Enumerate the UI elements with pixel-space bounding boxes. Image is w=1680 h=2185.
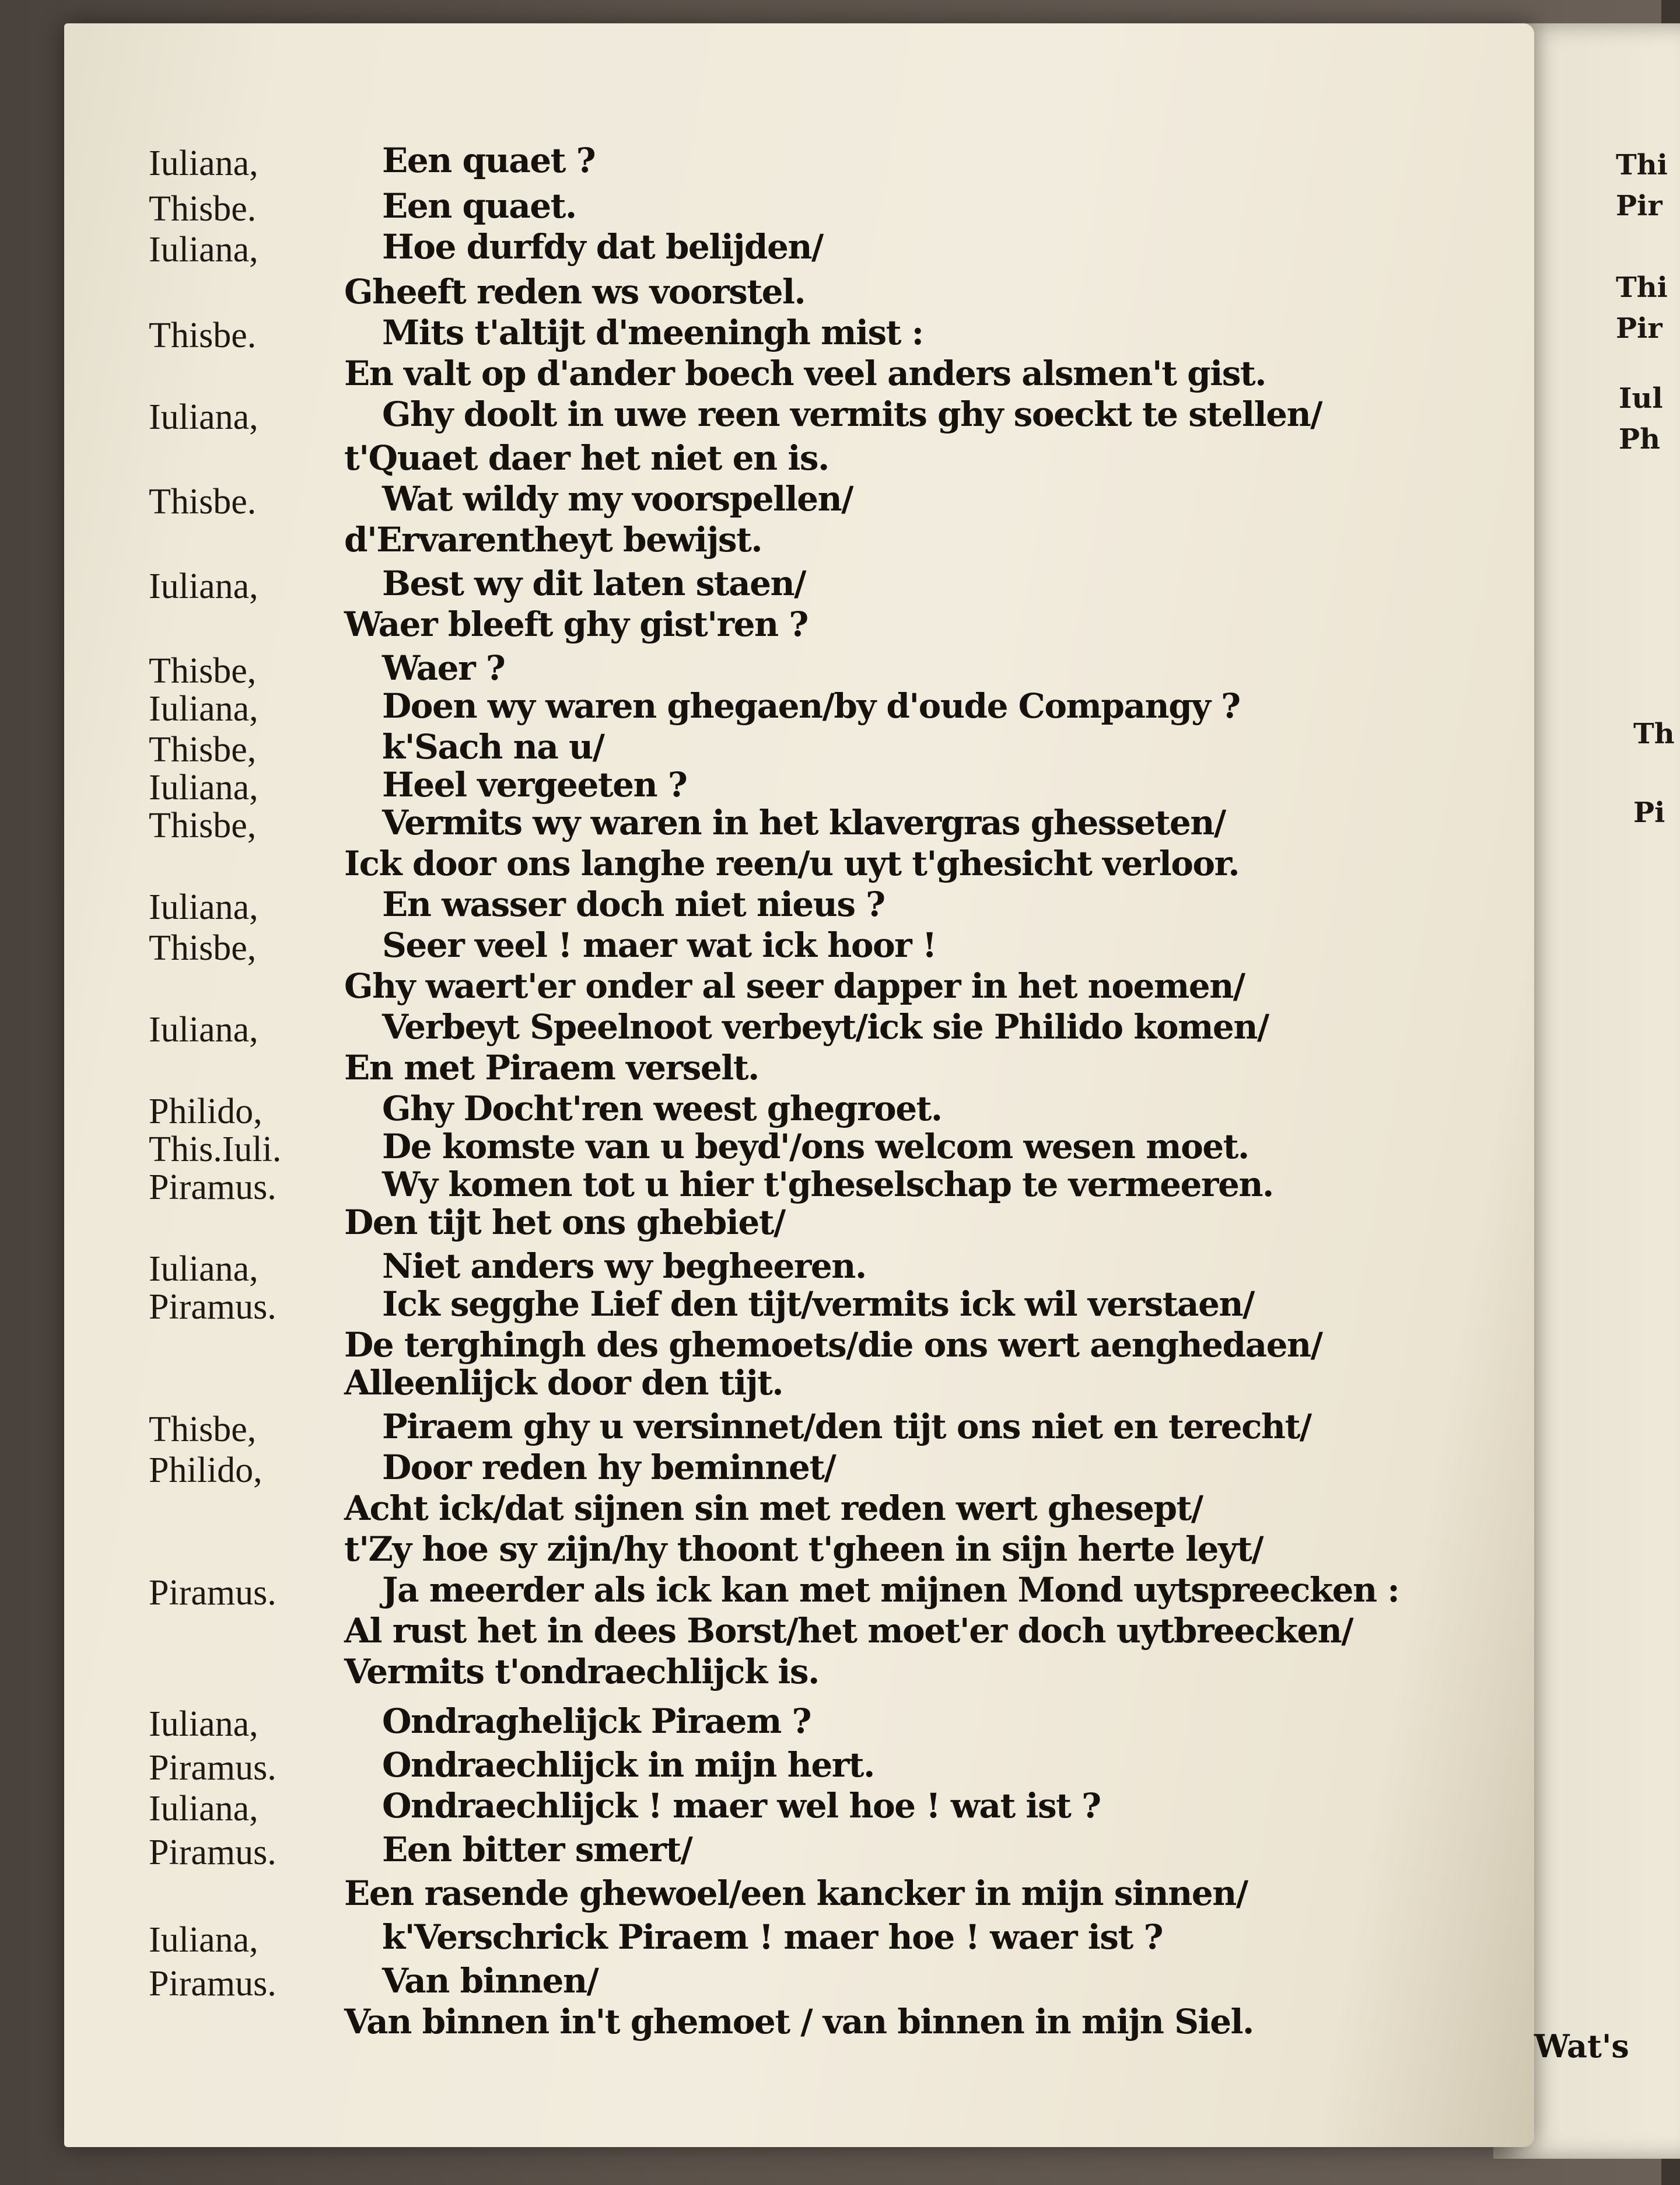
dialogue-line <box>64 1917 1522 1964</box>
verse-text: Heel vergeeten ? <box>382 765 687 805</box>
speaker-name: Thisbe. <box>149 189 257 229</box>
facing-fragment: Thi <box>1616 149 1668 181</box>
speaker-name: This.Iuli. <box>149 1130 282 1169</box>
dialogue-line <box>64 1873 1522 1920</box>
verse-text: Waer ? <box>382 648 505 688</box>
dialogue-line <box>64 805 1522 849</box>
speaker-name: Piramus. <box>149 1573 276 1613</box>
dialogue-line <box>64 229 1522 274</box>
verse-text: Vermits t'ondraechlijck is. <box>344 1652 819 1691</box>
verse-text: Ghy waert'er onder al seer dapper in het noemen/ <box>344 966 1245 1006</box>
facing-fragment: Pi <box>1633 796 1665 829</box>
verse-text: Door reden hy beminnet/ <box>382 1448 836 1487</box>
speaker-name: Iuliana, <box>149 887 258 927</box>
dialogue-line <box>64 394 1522 441</box>
verse-text: En met Piraem verselt. <box>344 1048 759 1088</box>
verse-text: Wy komen tot u hier t'gheselschap te vermeeren. <box>382 1165 1273 1204</box>
dialogue-line <box>64 356 1522 400</box>
speaker-name: Thisbe. <box>149 482 257 522</box>
verse-text: Ja meerder als ick kan met mijnen Mond uytspreecken : <box>382 1570 1399 1610</box>
speaker-name: Iuliana, <box>149 230 258 270</box>
dialogue-line <box>64 1409 1522 1453</box>
dialogue-line <box>64 1747 1522 1792</box>
speaker-name: Iuliana, <box>149 397 258 437</box>
dialogue-line <box>64 1654 1522 1698</box>
speaker-name: Thisbe, <box>149 730 257 770</box>
verse-text: En valt op d'ander boech veel anders alsmen't gist. <box>344 354 1266 393</box>
verse-text: Van binnen/ <box>382 1961 598 2001</box>
facing-fragment: Pir <box>1616 312 1662 345</box>
verse-text: Ghy doolt in uwe reen vermits ghy soeckt te stellen/ <box>382 394 1322 434</box>
speaker-name: Philido, <box>149 1450 262 1490</box>
speaker-name: Piramus. <box>149 1287 276 1327</box>
verse-text: Van binnen in't ghemoet / van binnen in mijn Siel. <box>344 2002 1254 2041</box>
verse-text: Vermits wy waren in het klavergras ghesseten/ <box>382 803 1226 842</box>
speaker-name: Thisbe, <box>149 928 257 968</box>
dialogue-line <box>64 566 1522 610</box>
verse-text: Verbeyt Speelnoot verbeyt/ick sie Philido komen/ <box>382 1007 1269 1047</box>
facing-fragment: Ph <box>1619 423 1660 456</box>
verse-text: Ondraghelijck Piraem ? <box>382 1701 811 1741</box>
dialogue-line <box>64 522 1522 567</box>
verse-text: Een quaet. <box>382 186 576 226</box>
dialogue-line <box>64 1202 1522 1249</box>
verse-text: Acht ick/dat sijnen sin met reden wert ghesept/ <box>344 1488 1203 1528</box>
dialogue-line <box>64 846 1522 890</box>
speaker-name: Piramus. <box>149 1833 276 1872</box>
speaker-name: Iuliana, <box>149 567 258 606</box>
facing-fragment: Thi <box>1616 271 1668 304</box>
facing-fragment: Pir <box>1616 190 1662 222</box>
facing-fragment: Iul <box>1619 382 1663 415</box>
book-page <box>64 23 1629 2147</box>
dialogue-line <box>64 2004 1522 2048</box>
verse-text: t'Quaet daer het niet en is. <box>344 438 829 478</box>
verse-text: Wat wildy my voorspellen/ <box>382 479 853 519</box>
verse-text: Ghy Docht'ren weest ghegroet. <box>382 1089 942 1128</box>
verse-text: Hoe durfdy dat belijden/ <box>382 227 823 267</box>
verse-text: De komste van u beyd'/ons welcom wesen moet. <box>382 1127 1249 1166</box>
speaker-name: Iuliana, <box>149 1010 258 1050</box>
dialogue-line <box>64 925 1522 972</box>
dialogue-line <box>64 481 1522 526</box>
dialogue-line <box>64 1009 1522 1054</box>
dialogue-line <box>64 1050 1522 1095</box>
verse-text: Al rust het in dees Borst/het moet'er doch uytbreecken/ <box>344 1611 1353 1651</box>
verse-text: Ondraechlijck ! maer wel hoe ! wat ist ? <box>382 1786 1101 1826</box>
verse-text: t'Zy hoe sy zijn/hy thoont t'gheen in sijn herte leyt/ <box>344 1529 1264 1569</box>
dialogue-line <box>64 438 1522 485</box>
dialogue-line <box>64 188 1522 233</box>
speaker-name: Iuliana, <box>149 1704 258 1744</box>
speaker-name: Philido, <box>149 1092 262 1131</box>
dialogue-line <box>64 604 1522 651</box>
dialogue-line <box>64 1572 1522 1617</box>
verse-text: d'Ervarentheyt bewijst. <box>344 520 762 560</box>
speaker-name: Piramus. <box>149 1167 276 1207</box>
verse-text: Een quaet ? <box>382 141 596 180</box>
speaker-name: Piramus. <box>149 1964 276 2004</box>
verse-text: k'Sach na u/ <box>382 727 604 767</box>
speaker-name: Thisbe, <box>149 1410 257 1449</box>
speaker-name: Iuliana, <box>149 1920 258 1960</box>
verse-text: Den tijt het ons ghebiet/ <box>344 1202 785 1242</box>
verse-text: Doen wy waren ghegaen/by d'oude Compangy ? <box>382 686 1240 726</box>
speaker-name: Iuliana, <box>149 1249 258 1289</box>
dialogue-line <box>64 1529 1522 1576</box>
verse-text: Niet anders wy begheeren. <box>382 1246 866 1286</box>
dialogue-line <box>64 315 1522 359</box>
verse-text: En wasser doch niet nieus ? <box>382 885 885 924</box>
verse-text: Ondraechlijck in mijn hert. <box>382 1745 874 1785</box>
speaker-name: Iuliana, <box>149 1789 258 1829</box>
dialogue-line <box>64 688 1522 733</box>
dialogue-line <box>64 1286 1522 1331</box>
verse-text: Waer bleeft ghy gist'ren ? <box>344 604 808 644</box>
speaker-name: Iuliana, <box>149 689 258 729</box>
dialogue-line <box>64 1365 1522 1410</box>
verse-text: Piraem ghy u versinnet/den tijt ons niet en terecht/ <box>382 1407 1311 1446</box>
speaker-name: Piramus. <box>149 1748 276 1788</box>
dialogue-line <box>64 1963 1522 2008</box>
catchword: Wat's <box>1534 2027 1629 2065</box>
speaker-name: Thisbe, <box>149 806 257 845</box>
dialogue-line <box>64 1488 1522 1535</box>
dialogue-line <box>64 1450 1522 1494</box>
verse-text: Een bitter smert/ <box>382 1830 692 1869</box>
dialogue-line <box>64 143 1522 187</box>
dialogue-line <box>64 1613 1522 1658</box>
dialogue-line <box>64 1788 1522 1833</box>
dialogue-line <box>64 887 1522 931</box>
dialogue-line <box>64 274 1522 319</box>
dialogue-line <box>64 1832 1522 1876</box>
verse-text: k'Verschrick Piraem ! maer hoe ! waer ist ? <box>382 1917 1163 1957</box>
verse-text: Gheeft reden ws voorstel. <box>344 272 806 312</box>
speaker-name: Iuliana, <box>149 144 258 183</box>
verse-text: Een rasende ghewoel/een kancker in mijn sinnen/ <box>344 1873 1248 1913</box>
verse-text: Ick segghe Lief den tijt/vermits ick wil verstaen/ <box>382 1284 1254 1324</box>
speaker-name: Thisbe, <box>149 651 257 691</box>
verse-text: Mits t'altijt d'meeningh mist : <box>382 313 923 352</box>
speaker-name: Thisbe. <box>149 316 257 355</box>
verse-text: Seer veel ! maer wat ick hoor ! <box>382 925 936 965</box>
verse-text: Alleenlijck door den tijt. <box>344 1363 783 1403</box>
dialogue-line <box>64 1701 1522 1748</box>
dialogue-line <box>64 966 1522 1013</box>
speaker-name: Iuliana, <box>149 768 258 807</box>
verse-text: Ick door ons langhe reen/u uyt t'ghesicht verloor. <box>344 844 1240 883</box>
facing-fragment: Th <box>1633 718 1675 750</box>
verse-text: De terghingh des ghemoets/die ons wert aenghedaen/ <box>344 1325 1322 1365</box>
verse-text: Best wy dit laten staen/ <box>382 564 806 603</box>
